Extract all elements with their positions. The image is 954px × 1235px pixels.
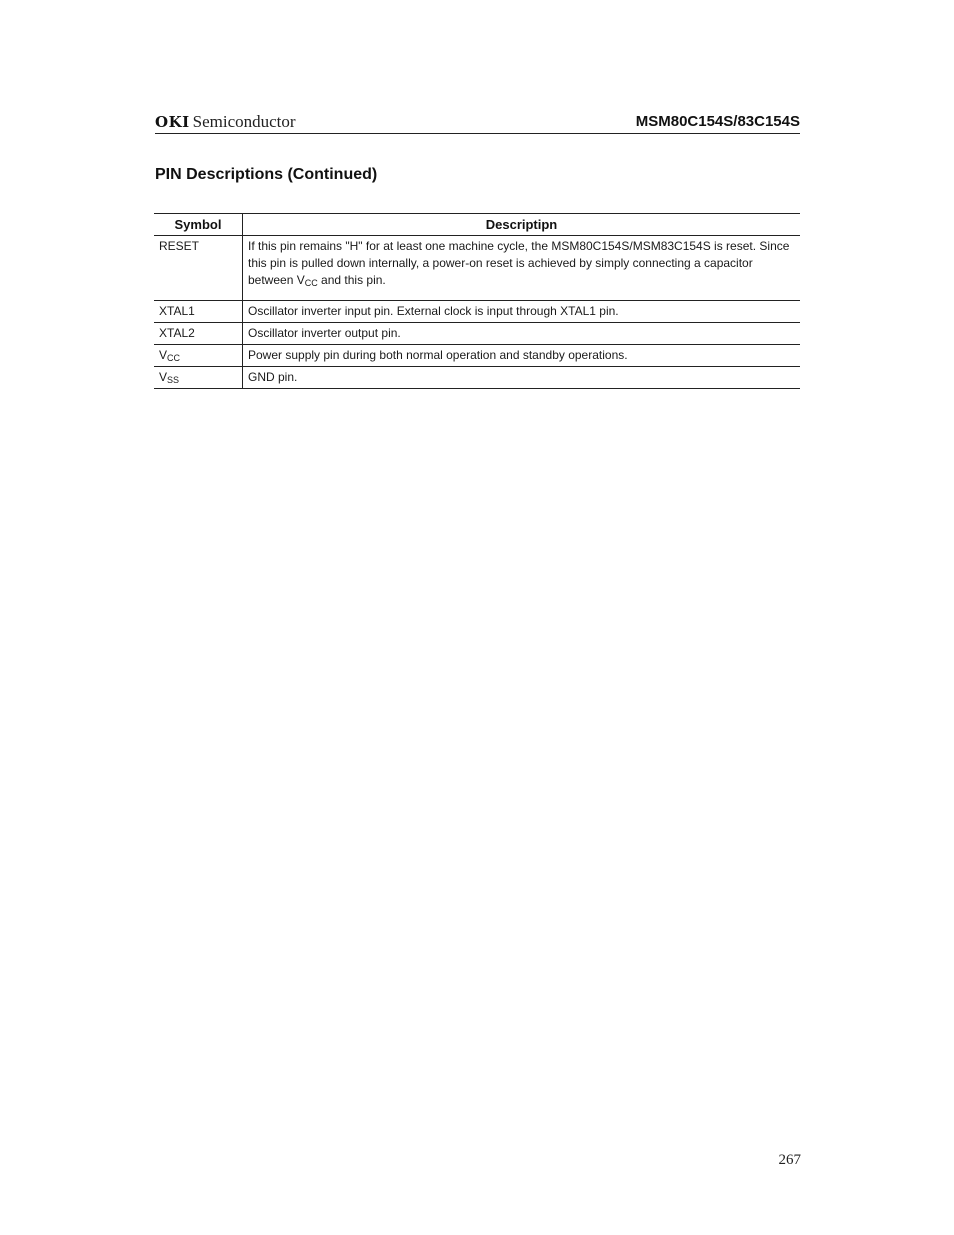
part-number: MSM80C154S/83C154S bbox=[635, 113, 800, 130]
page-number: 267 bbox=[778, 1152, 801, 1168]
description-text: If this pin remains "H" for at least one machine cycle, the MSM80C154S/MSM83C154S is reset. Since this pin is pulled down internally, a power-on reset is achieved by simply connecting a capacitor between V bbox=[248, 239, 790, 287]
page-header bbox=[155, 110, 800, 134]
subscript: SS bbox=[167, 375, 180, 385]
section-title: PIN Descriptions (Continued) bbox=[155, 166, 378, 183]
symbol-cell bbox=[154, 345, 243, 367]
subscript: CC bbox=[304, 278, 318, 288]
description-cell: Oscillator inverter output pin. bbox=[243, 323, 801, 345]
symbol-cell bbox=[154, 367, 243, 389]
symbol-cell: XTAL1 bbox=[154, 301, 243, 323]
description-cell bbox=[243, 236, 801, 301]
symbol-cell: XTAL2 bbox=[154, 323, 243, 345]
table-header-row bbox=[154, 214, 800, 236]
oki-logo: OKI bbox=[155, 113, 190, 131]
column-header-description: Descriptipn bbox=[243, 214, 801, 236]
description-cell: GND pin. bbox=[248, 370, 298, 384]
subscript: CC bbox=[167, 353, 181, 363]
table-row bbox=[154, 323, 800, 345]
pin-descriptions-table bbox=[154, 213, 800, 389]
table-row bbox=[154, 301, 800, 323]
table-row bbox=[154, 345, 800, 367]
column-header-symbol: Symbol bbox=[154, 214, 243, 236]
brand-name: Semiconductor bbox=[192, 112, 296, 131]
brand bbox=[155, 112, 296, 132]
description-cell: Oscillator inverter input pin. External clock is input through XTAL1 pin. bbox=[243, 301, 801, 323]
table-row bbox=[154, 367, 800, 389]
symbol-main: V bbox=[159, 348, 168, 362]
symbol-main: V bbox=[159, 370, 168, 384]
description-cell: Power supply pin during both normal operation and standby operations. bbox=[243, 345, 801, 367]
table-row bbox=[154, 236, 800, 301]
description-text: and this pin. bbox=[317, 273, 386, 287]
symbol-cell: RESET bbox=[154, 236, 243, 301]
